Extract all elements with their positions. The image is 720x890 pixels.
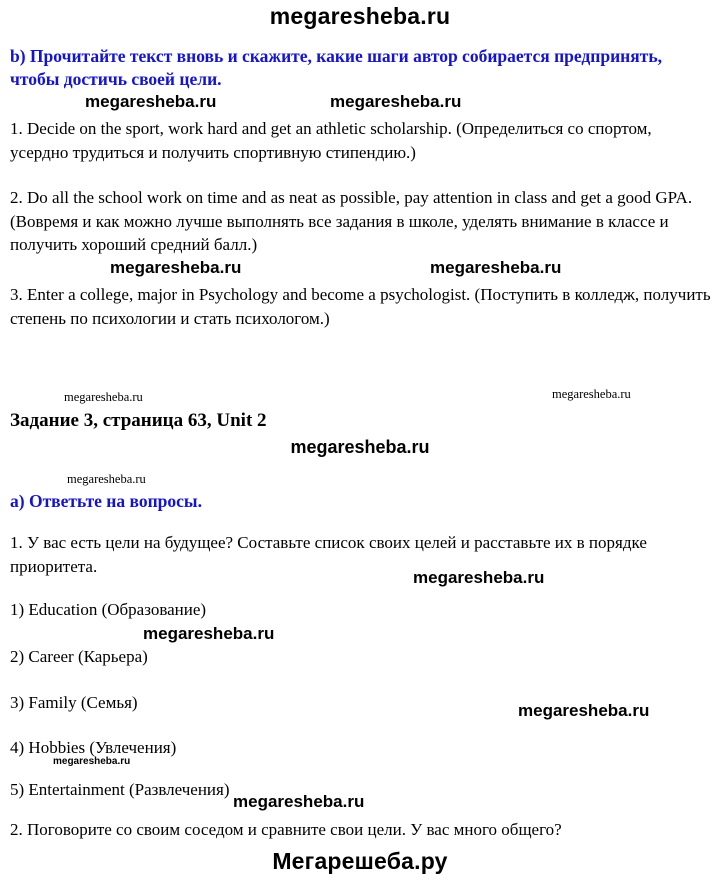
- watermark: megaresheba.ru: [552, 387, 631, 401]
- question-1: 1. У вас есть цели на будущее? Составьте список своих целей и расставьте их в порядке приоритета.: [10, 533, 647, 576]
- watermark: megaresheba.ru: [518, 701, 650, 720]
- task3-subheading: а) Ответьте на вопросы.: [10, 491, 202, 511]
- task-b-heading: b) Прочитайте текст вновь и скажите, какие шаги автор собирается предпринять, чтобы достичь своей цели.: [10, 46, 662, 89]
- goal-item-hobbies: 4) Hobbies (Увлечения): [10, 738, 177, 757]
- watermark: megaresheba.ru: [413, 568, 545, 587]
- watermark: megaresheba.ru: [67, 472, 146, 486]
- watermark: megaresheba.ru: [233, 792, 365, 811]
- answer-3: 3. Enter a college, major in Psychology and become a psychologist. (Поступить в колледж, получить степень по психологии и стать психологом.): [10, 285, 711, 328]
- task3-heading: Задание 3, страница 63, Unit 2: [10, 410, 267, 431]
- answer-1: 1. Decide on the sport, work hard and get an athletic scholarship. (Определиться со спортом, усердно трудиться и получить спортивную стипендию.): [10, 119, 652, 162]
- watermark: megaresheba.ru: [53, 756, 131, 767]
- goal-item-career: 2) Career (Карьера): [10, 647, 148, 666]
- watermark: megaresheba.ru: [110, 258, 242, 277]
- watermark: megaresheba.ru: [64, 390, 143, 404]
- watermark: megaresheba.ru: [143, 624, 275, 643]
- site-brand-header: megaresheba.ru: [269, 3, 451, 29]
- goal-item-family: 3) Family (Семья): [10, 693, 138, 712]
- watermark: megaresheba.ru: [290, 437, 430, 457]
- goal-item-education: 1) Education (Образование): [10, 600, 207, 619]
- watermark: megaresheba.ru: [85, 92, 217, 111]
- answer-2: 2. Do all the school work on time and as neat as possible, pay attention in class and get a good GPA. (Вовремя и как можно лучше выполнять все задания в школе, уделять внимание в классе и получить хороший средний балл.): [10, 188, 693, 254]
- watermark: megaresheba.ru: [330, 92, 462, 111]
- question-2: 2. Поговорите со своим соседом и сравните свои цели. У вас много общего?: [10, 820, 562, 839]
- watermark: megaresheba.ru: [430, 258, 562, 277]
- goal-item-entertainment: 5) Entertainment (Развлечения): [10, 780, 230, 799]
- site-brand-footer: Мегарешеба.ру: [272, 848, 448, 874]
